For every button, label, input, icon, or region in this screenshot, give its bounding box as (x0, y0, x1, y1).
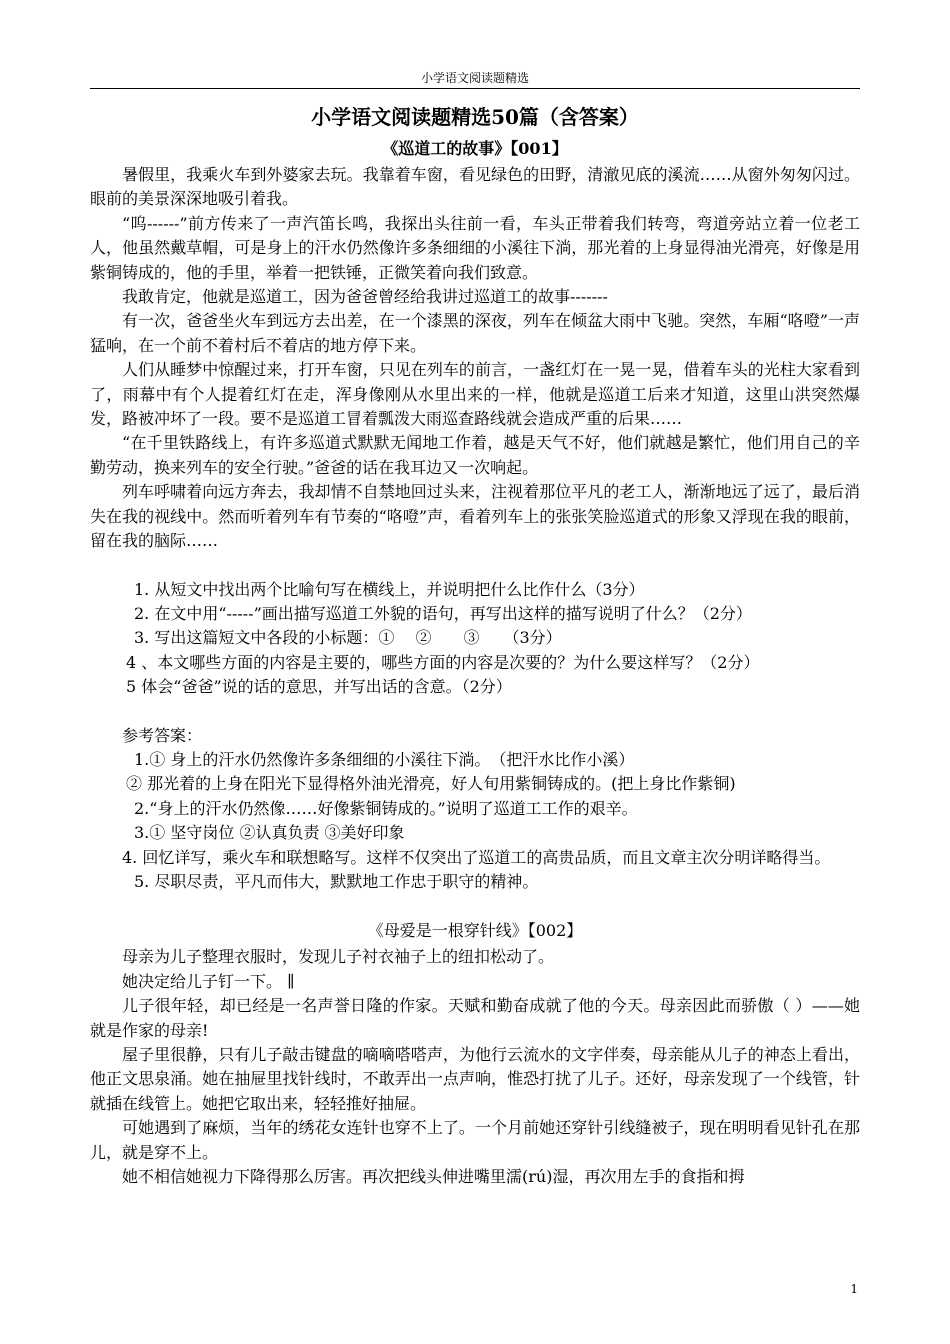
answer-item: 5. 尽职尽责，平凡而伟大，默默地工作忠于职守的精神。 (134, 871, 539, 891)
section-title: 《母爱是一根穿针线》【002】 (367, 921, 583, 941)
paragraph: 屋子里很静，只有儿子敲击键盘的嘀嘀嗒嗒声，为他行云流水的文字伴奏，母亲能从儿子的神态上看出，他正文思泉涌。她在抽屉里找针线时，不敢弄出一点声响，惟恐打扰了儿子。还好，母亲发现了一个线管，针就插在线管上。她把它取出来，轻轻推好抽屉。 (90, 1045, 860, 1113)
answer-item: 2.“身上的汗水仍然像……好像紫铜铸成的。”说明了巡道工工作的艰辛。 (134, 798, 638, 818)
answer-item: ② 那光着的上身在阳光下显得格外油光滑亮，好人旬用紫铜铸成的。(把上身比作紫铜) (126, 774, 736, 794)
paragraph: 她决定给儿子钉一下。 ∥ (122, 971, 295, 991)
paragraph: “在千里铁路线上，有许多巡道式默默无闻地工作着，越是天气不好，他们就越是繁忙，他们用自己的辛勤劳动，换来列车的安全行驶。”爸爸的话在我耳边又一次响起。 (90, 433, 860, 477)
section-title: 《巡道工的故事》【001】 (382, 139, 568, 158)
question-item: 2. 在文中用“-----”画出描写巡道工外貌的语句，再写出这样的描写说明了什么？（2分） (134, 603, 752, 623)
answers-label: 参考答案： (122, 725, 203, 745)
paragraph: “呜------”前方传来了一声汽笛长鸣，我探出头往前一看，车头正带着我们转弯，弯道旁站立着一位老工人，他虽然戴草帽，可是身上的汗水仍然像许多条细细的小溪往下淌，那光着的上身显得油光滑亮，好像是用紫铜铸成的，他的手里，举着一把铁锤，正微笑着向我们致意。 (90, 213, 860, 282)
answer-item: 4. 回忆详写，乘火车和联想略写。这样不仅突出了巡道工的高贵品质，而且文章主次分明详略得当。 (122, 847, 831, 867)
answer-item: 3.① 坚守岗位 ②认真负责 ③美好印象 (134, 823, 405, 843)
header-rule (90, 88, 860, 89)
question-item: 5 体会“爸爸”说的话的意思，并写出话的含意。（2分） (126, 677, 512, 697)
paragraph: 母亲为儿子整理衣服时，发现儿子衬衣袖子上的纽扣松动了。 (122, 947, 555, 967)
answer-item: 1.① 身上的汗水仍然像许多条细细的小溪往下淌。 （把汗水比作小溪） (134, 749, 635, 769)
paragraph: 我敢肯定，他就是巡道工，因为爸爸曾经给我讲过巡道工的故事------- (122, 287, 608, 307)
spacer (90, 894, 860, 918)
paragraph: 儿子很年轻，却已经是一名声誉日隆的作家。天赋和勤奋成就了他的今天。母亲因此而骄傲（ ）——她就是作家的母亲! (90, 996, 860, 1040)
paragraph: 她不相信她视力下降得那么厉害。再次把线头伸进嘴里濡(rú)湿，再次用左手的食指和拇 (122, 1167, 745, 1187)
running-header: 小学语文阅读题精选 (420, 71, 529, 85)
question-item: 4 、本文哪些方面的内容是主要的，哪些方面的内容是次要的？为什么要这样写？（2分） (126, 652, 760, 672)
question-item: 3. 写出这篇短文中各段的小标题：① ② ③ （3分） (134, 628, 562, 648)
paragraph: 暑假里，我乘火车到外婆家去玩。我靠着车窗，看见绿色的田野，清澈见底的溪流……从窗外匆匆闪过。眼前的美景深深地吸引着我。 (90, 165, 860, 209)
document-title: 小学语文阅读题精选50篇（含答案） (311, 105, 639, 129)
question-item: 1. 从短文中找出两个比喻句写在横线上，并说明把什么比作什么（3分） (134, 579, 645, 599)
spacer (90, 700, 860, 724)
spacer (90, 554, 860, 578)
paragraph: 人们从睡梦中惊醒过来，打开车窗，只见在列车的前言，一盏红灯在一晃一晃，借着车头的光柱大家看到了，雨幕中有个人提着红灯在走，浑身像刚从水里出来的一样，他就是巡道工后来才知道，这里山洪突然爆发，路被冲坏了一段。要不是巡道工冒着瓢泼大雨巡查路线就会造成严重的后果…… (90, 360, 860, 429)
paragraph: 可她遇到了麻烦，当年的绣花女连针也穿不上了。一个月前她还穿针引线缝被子，现在明明看见针孔在那儿，就是穿不上。 (90, 1118, 860, 1162)
page-content (90, 102, 860, 1189)
paragraph: 有一次，爸爸坐火车到远方去出差，在一个漆黑的深夜，列车在倾盆大雨中飞驰。突然，车厢“咯噔”一声猛响，在一个前不着村后不着店的地方停下来。 (90, 311, 860, 355)
page-number: 1 (850, 1282, 858, 1296)
paragraph: 列车呼啸着向远方奔去，我却情不自禁地回过头来，注视着那位平凡的老工人，渐渐地远了远了，最后消失在我的视线中。然而听着列车有节奏的“咯噔”声，看着列车上的张张笑脸巡道式的形象又浮现在我的眼前，留在我的脑际…… (90, 482, 860, 551)
